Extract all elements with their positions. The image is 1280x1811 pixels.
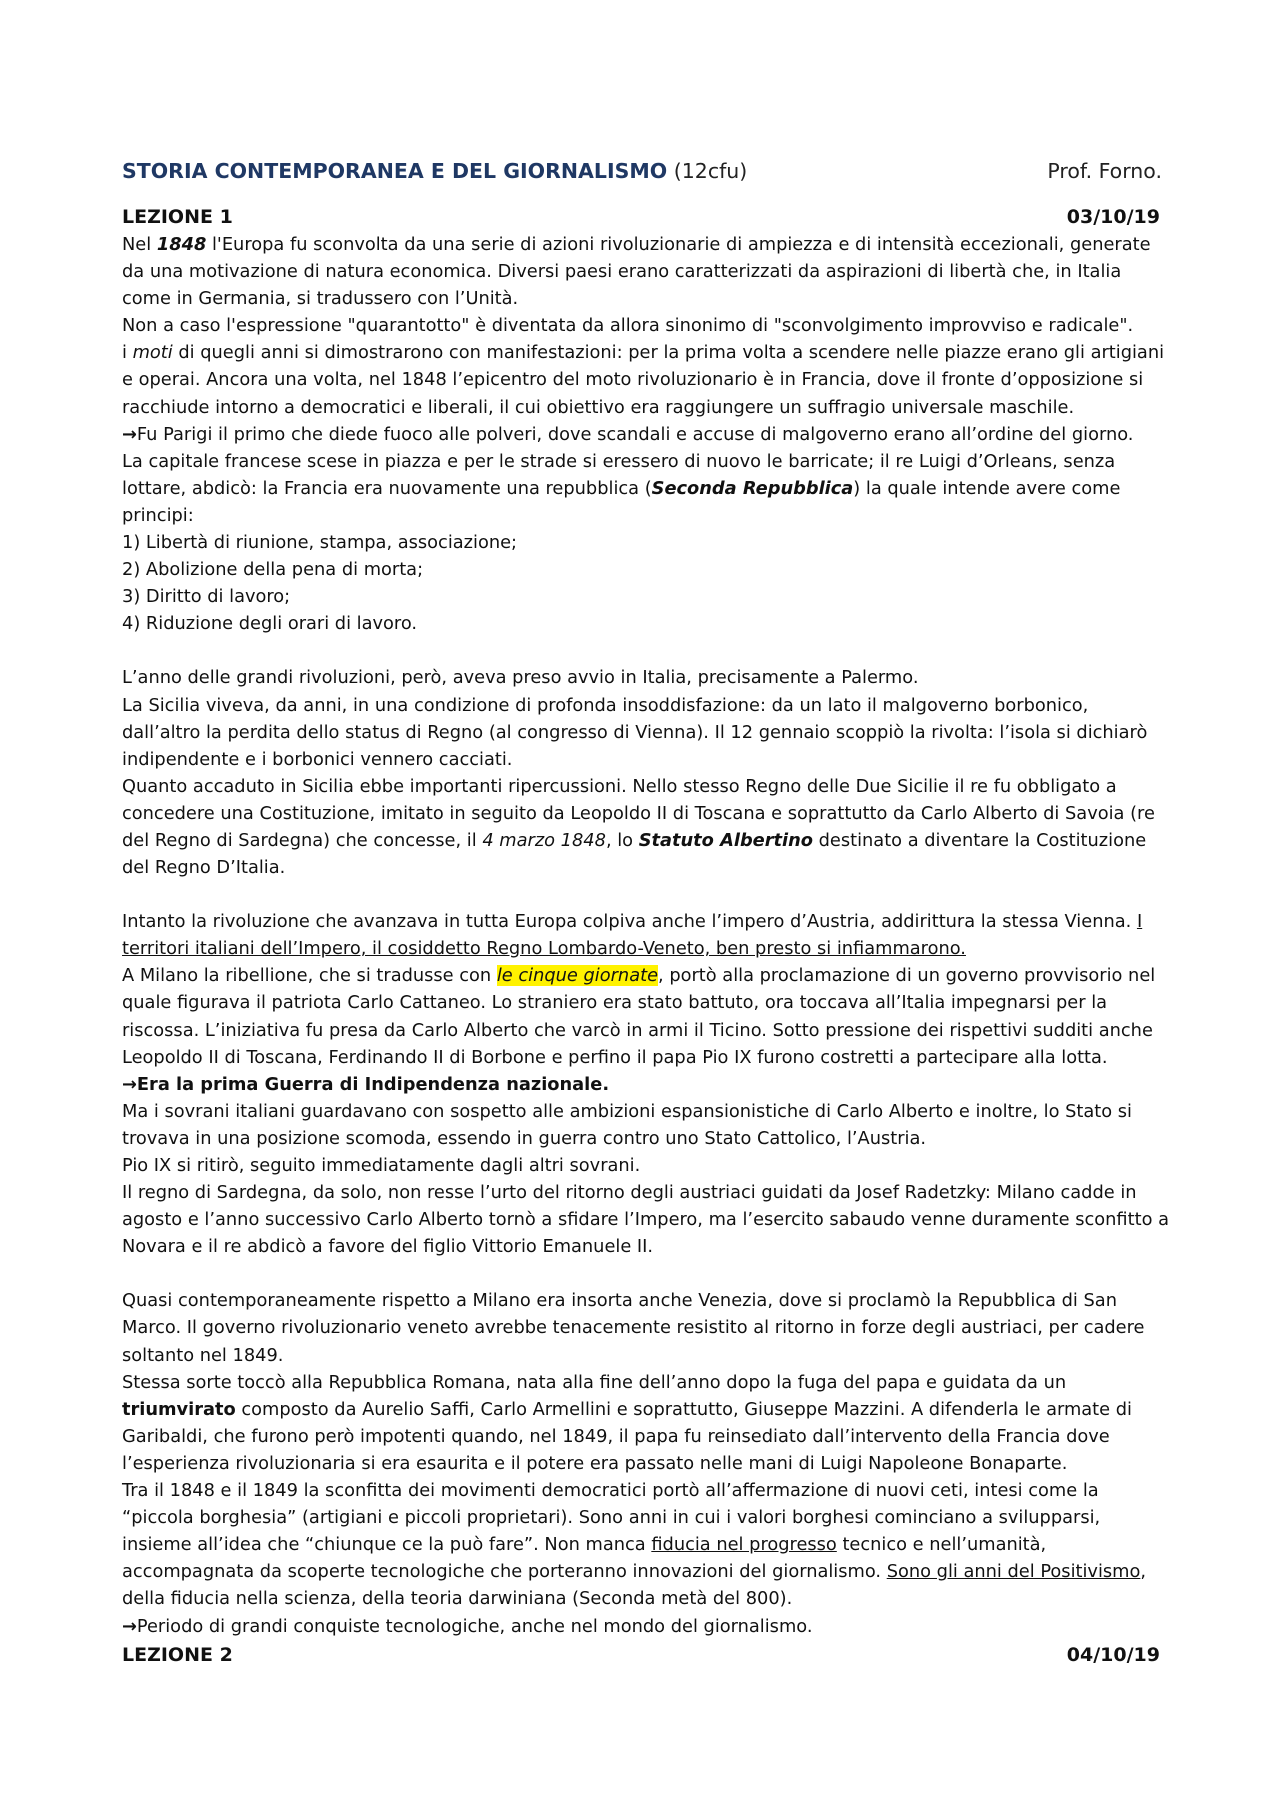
paragraph <box>122 421 1170 448</box>
emphasis-year: 1848 <box>156 234 207 255</box>
text-run: , della fiducia nella scienza, della teoria darwiniana (Seconda metà del 800). <box>122 1561 1147 1610</box>
paragraph: Non a caso l'espressione "quarantotto" è diventata da allora sinonimo di "sconvolgimento improvviso e radicale". <box>122 315 1134 337</box>
arrow-icon: → <box>122 1615 137 1637</box>
lesson-2-label: LEZIONE 2 <box>122 1643 233 1666</box>
highlighted-text: le cinque giornate <box>496 965 659 987</box>
paragraph <box>122 231 1170 312</box>
text-run: di quegli anni si dimostrarono con manifestazioni: per la prima volta a scendere nelle piazze erano gli artigiani e operai. Ancora una volta, nel 1848 l’epicentro del moto rivoluzionario è in Francia, dove il fronte d’opposizione si racchiude intorno a democratici e liberali, il cui obiettivo era raggiungere un suffragio universale maschile. <box>122 342 1165 418</box>
text-run: A Milano la ribellione, che si tradusse con <box>122 965 497 987</box>
text-run: tecnico e nell’umanità, accompagnata da scoperte tecnologiche che porteranno innovazioni del giornalismo. <box>122 1534 1047 1583</box>
underlined-text: Sono gli anni del Positivismo <box>886 1561 1141 1583</box>
paragraph: Ma i sovrani italiani guardavano con sospetto alle ambizioni espansionistiche di Carlo Alberto e inoltre, lo Stato si trovava in una posizione scomoda, essendo in guerra contro uno Stato Cattolico, l’Austria. <box>122 1100 1132 1149</box>
text-run: Periodo di grandi conquiste tecnologiche, anche nel mondo del giornalismo. <box>136 1615 813 1637</box>
paragraph: Quasi contemporaneamente rispetto a Milano era insorta anche Venezia, dove si proclamò la Repubblica di San Marco. Il governo rivoluzionario veneto avrebbe tenacemente resistito al ritorno in forze degli austriaci, per cadere soltanto nel 1849. <box>122 1290 1145 1366</box>
paragraph-gap <box>122 881 1170 908</box>
paragraph-gap <box>122 637 1170 664</box>
lesson-2-header <box>122 1642 1170 1669</box>
course-title: STORIA CONTEMPORANEA E DEL GIORNALISMO <box>122 159 668 183</box>
paragraph: L’anno delle grandi rivoluzioni, però, aveva preso avvio in Italia, precisamente a Palermo. <box>122 667 919 689</box>
emphasis-moti: moti <box>132 342 173 364</box>
emphasis-statute: Statuto Albertino <box>638 829 813 851</box>
text-run: ) la quale intende avere come principi: <box>122 477 1121 526</box>
text-run: La capitale francese scese in piazza e per le strade si eressero di nuovo le barricate; il re Luigi d’Orleans, senza lottare, abdicò: la Francia era nuovamente una repubblica ( <box>122 450 1116 499</box>
text-run: destinato a diventare la Costituzione del Regno D’Italia. <box>122 829 1147 879</box>
lesson-1-date: 03/10/19 <box>1066 206 1160 228</box>
paragraph <box>122 908 1170 962</box>
paragraph: Pio IX si ritirò, seguito immediatamente dagli altri sovrani. <box>122 1155 641 1176</box>
text-run: Intanto la rivoluzione che avanzava in tutta Europa colpiva anche l’impero d’Austria, addirittura la stessa Vienna. <box>122 911 1137 933</box>
text-run: Fu Parigi il primo che diede fuoco alle polveri, dove scandali e accuse di malgoverno erano all’ordine del giorno. <box>136 423 1134 445</box>
paragraph <box>122 339 1170 420</box>
course-heading <box>122 158 747 184</box>
paragraph: La Sicilia viveva, da anni, in una condizione di profonda insoddisfazione: da un lato il malgoverno borbonico, dall’altro la perdita dello status di Regno (al congresso di Vienna). Il 12 gennaio scoppiò la rivolta: l’isola si dichiarò indipendente e i borbonici vennero cacciati. <box>122 694 1148 770</box>
text-run: , portò alla proclamazione di un governo provvisorio nel quale figurava il patriota Carlo Cattaneo. Lo straniero era stato battuto, ora toccava all’Italia impegnarsi per la riscossa. L’iniziativa fu presa da Carlo Alberto che varcò in armi il Ticino. Sotto pressione dei rispettivi sudditi anche Leopoldo II di Toscana, Ferdinando II di Borbone e perfino il papa Pio IX furono costretti a partecipare alla lotta. <box>122 965 1156 1068</box>
underlined-text: fiducia nel progresso <box>651 1534 837 1556</box>
text-run: , lo <box>605 829 639 851</box>
professor-name: Prof. Forno. <box>1047 159 1162 183</box>
text-run: Quanto accaduto in Sicilia ebbe importanti ripercussioni. Nello stesso Regno delle Due Sicilie il re fu obbligato a concedere una Costituzione, imitato in seguito da Leopoldo II di Toscana e soprattutto da Carlo Alberto di Savoia (re del Regno di Sardegna) che concesse, il <box>122 775 1155 851</box>
text-run: Stessa sorte toccò alla Repubblica Romana, nata alla fine dell’anno dopo la fuga del papa e guidata da un <box>122 1371 1067 1393</box>
arrow-icon: → <box>122 423 137 445</box>
bold-term: triumvirato <box>122 1398 236 1420</box>
paragraph <box>122 1477 1170 1612</box>
text-run: Nel <box>122 234 157 255</box>
text-run: i <box>122 342 133 364</box>
emphasis-republic: Seconda Repubblica <box>651 477 854 499</box>
lesson-1-body <box>122 231 1170 1640</box>
arrow-icon: → <box>122 1073 137 1095</box>
text-run: composto da Aurelio Saffi, Carlo Armellini e soprattutto, Giuseppe Mazzini. A difenderla le armate di Garibaldi, che furono però impotenti quando, nel 1849, il papa fu reinsediato dall’intervento della Francia dove l’esperienza rivoluzionaria si era esaurita e il potere era passato nelle mani di Luigi Napoleone Bonaparte. <box>122 1398 1132 1474</box>
underlined-text: I territori italiani dell’Impero, il cosiddetto Regno Lombardo-Veneto, ben presto si infiammarono. <box>122 911 1143 960</box>
paragraph <box>122 1369 1170 1477</box>
paragraph <box>122 1613 1170 1640</box>
paragraph: Il regno di Sardegna, da solo, non resse l’urto del ritorno degli austriaci guidati da Josef Radetzky: Milano cadde in agosto e l’anno successivo Carlo Alberto tornò a sfidare l’Impero, ma l’esercito sabaudo venne duramente sconfitto a Novara e il re abdicò a favore del figlio Vittorio Emanuele II. <box>122 1182 1169 1258</box>
paragraph <box>122 448 1170 529</box>
paragraph <box>122 962 1170 1070</box>
text-run: Tra il 1848 e il 1849 la sconfitta dei movimenti democratici portò all’affermazione di nuovi ceti, intesi come la “piccola borghesia” (artigiani e piccoli proprietari). Sono anni in cui i valori borghesi cominciano a svilupparsi, insieme all’idea che “chiunque ce la può fare”. Non manca <box>122 1480 1101 1556</box>
lesson-1-header <box>122 204 1170 231</box>
list-item: 1) Libertà di riunione, stampa, associazione; <box>122 532 518 554</box>
lesson-2-date: 04/10/19 <box>1066 1643 1160 1666</box>
list-item: 4) Riduzione degli orari di lavoro. <box>122 613 418 635</box>
list-item: 3) Diritto di lavoro; <box>122 586 291 608</box>
document-header <box>122 158 1170 184</box>
bold-statement: Era la prima Guerra di Indipendenza nazionale. <box>136 1073 610 1095</box>
paragraph <box>122 1071 1170 1098</box>
list-item: 2) Abolizione della pena di morta; <box>122 559 424 581</box>
emphasis-date: 4 marzo 1848 <box>482 829 606 851</box>
text-run: l'Europa fu sconvolta da una serie di azioni rivoluzionarie di ampiezza e di intensità eccezionali, generate da una motivazione di natura economica. Diversi paesi erano caratterizzati da aspirazioni di libertà che, in Italia come in Germania, si tradussero con l’Unità. <box>122 234 1151 310</box>
course-credits: (12cfu) <box>673 159 748 183</box>
paragraph-gap <box>122 1260 1170 1287</box>
lesson-1-label: LEZIONE 1 <box>122 206 233 228</box>
paragraph <box>122 773 1170 881</box>
